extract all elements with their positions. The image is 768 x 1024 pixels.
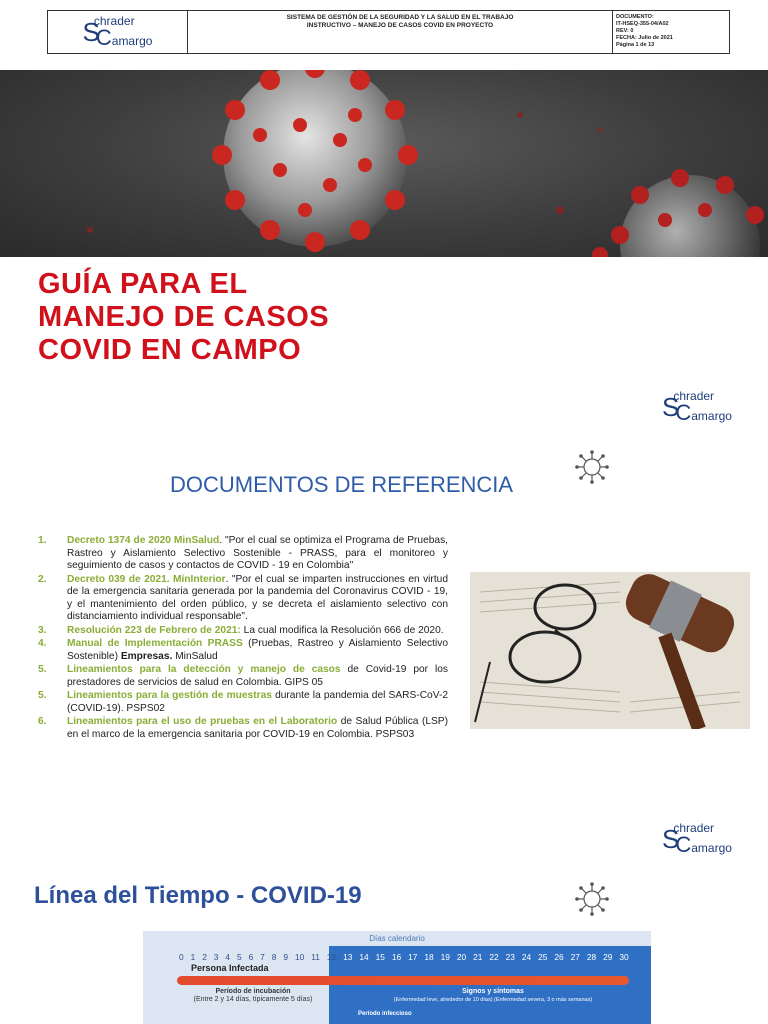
timeline-day: 19 <box>440 952 450 962</box>
logo-word-1: chrader <box>93 14 135 28</box>
logo-word-2: amargo <box>691 409 732 423</box>
timeline-day: 3 <box>213 952 219 962</box>
timeline-day: 30 <box>619 952 629 962</box>
main-title-line-3: COVID EN CAMPO <box>38 334 302 366</box>
reference-body: . "Por el cual se imparten instrucciones en virtud de la emergencia sanitaria generada por la pandemia del Coronavirus COVID - 19, y el mantenimiento del orden público, y se decreta el aislamiento selectivo con distanciamiento individual responsable". <box>67 573 448 622</box>
signs-block <box>373 988 613 1004</box>
reference-body: durante la pandemia del SARS-CoV-2 (COVID-19). PSPS02 <box>67 690 449 714</box>
logo-letter-c: C <box>675 832 692 857</box>
main-title-line-2: MANEJO DE CASOS <box>38 301 330 333</box>
timeline-day: 27 <box>570 952 580 962</box>
doc-rev: REV: 0 <box>616 28 634 34</box>
timeline-day: 7 <box>260 952 265 962</box>
reference-item <box>38 690 448 715</box>
timeline-header: Días calendario <box>369 934 425 943</box>
reference-text <box>67 690 448 715</box>
timeline-day: 15 <box>375 952 385 962</box>
logo-word-1: chrader <box>673 821 715 835</box>
reference-highlight: Lineamientos para la detección y manejo de casos <box>67 664 341 675</box>
reference-item <box>38 625 448 638</box>
reference-body: La cual modifica la Resolución 666 de 2020. <box>240 624 444 636</box>
logo-word-2: amargo <box>691 841 732 855</box>
reference-item <box>38 664 448 689</box>
references-list <box>38 535 448 742</box>
doc-date: FECHA: Julio de 2021 <box>616 35 673 41</box>
company-logo <box>83 15 153 49</box>
timeline-day: 5 <box>236 952 242 962</box>
reference-text <box>67 638 448 663</box>
main-title <box>38 268 329 367</box>
virus-icon <box>575 882 609 916</box>
timeline-day: 22 <box>489 952 499 962</box>
timeline-day: 26 <box>554 952 564 962</box>
coronavirus-banner-image <box>0 70 768 257</box>
reference-tail: MinSalud <box>172 650 218 662</box>
infection-bar <box>177 976 629 985</box>
logo-letter-c: C <box>675 400 692 425</box>
reference-number: 4. <box>38 638 47 649</box>
doc-code: IT-HSEQ-355-04/A02 <box>616 21 669 27</box>
gavel-illustration <box>470 572 750 729</box>
reference-highlight: Resolución 223 de Febrero de 2021: <box>67 624 241 636</box>
timeline-day: 6 <box>248 952 254 962</box>
header-title-line-1: SISTEMA DE GESTIÓN DE LA SEGURIDAD Y LA SALUD EN EL TRABAJO <box>286 14 514 21</box>
covid-timeline-graphic <box>143 931 651 1024</box>
reference-item <box>38 574 448 624</box>
timeline-day: 1 <box>190 952 196 962</box>
coronavirus-illustration <box>0 70 768 257</box>
reference-number: 2. <box>38 573 47 585</box>
timeline-day: 11 <box>311 952 320 962</box>
reference-number: 3. <box>38 624 47 636</box>
reference-bold: Empresas. <box>120 650 173 662</box>
reference-text <box>67 535 448 573</box>
timeline-days <box>179 952 629 962</box>
reference-body: . "Por el cual se optimiza el Programa de Pruebas, Rastreo y Aislamiento Selectivo Sostenible - PRASS, para el monitoreo y seguimiento de casos y contactos de COVID - 19 en Colombia" <box>67 535 449 571</box>
reference-highlight: Lineamientos para el uso de pruebas en el Laboratorio <box>67 716 338 727</box>
reference-item <box>38 638 448 663</box>
incubation-title: Período de incubación <box>215 988 291 995</box>
timeline-day: 16 <box>391 952 402 962</box>
reference-highlight: Decreto 039 de 2021. MinInterior <box>67 573 226 585</box>
timeline-day: 0 <box>179 952 184 962</box>
timeline-day: 10 <box>294 952 305 962</box>
timeline-day: 9 <box>283 952 289 962</box>
signs-note: (Enfermedad leve, alrededor de 10 días) (Enfermedad severa, 3 o más semanas) <box>393 997 593 1003</box>
timeline-day: 14 <box>359 952 369 962</box>
company-logo-right <box>662 390 732 424</box>
document-header <box>47 10 730 54</box>
timeline-day: 18 <box>424 952 434 962</box>
doc-page: Página 1 de 13 <box>616 42 655 48</box>
timeline-day: 17 <box>408 952 418 962</box>
doc-label: DOCUMENTO: <box>616 14 654 20</box>
header-logo-cell <box>48 11 188 53</box>
timeline-day: 28 <box>586 952 597 962</box>
infected-label: Persona Infectada <box>191 963 269 973</box>
timeline-title: Línea del Tiempo - COVID-19 <box>34 882 362 909</box>
company-logo-right-2 <box>662 822 732 856</box>
reference-item <box>38 535 448 573</box>
logo-letter-s: S <box>82 17 100 47</box>
signs-title: Signos y síntomas <box>462 988 524 995</box>
timeline-day: 13 <box>343 952 353 962</box>
reference-text <box>67 625 448 638</box>
timeline-day: 25 <box>538 952 548 962</box>
reference-number: 5. <box>38 690 47 701</box>
timeline-day: 12 <box>326 952 337 962</box>
logo-letter-s: S <box>662 824 680 854</box>
timeline-day: 29 <box>603 952 613 962</box>
reference-text <box>67 716 448 741</box>
logo-letter-c: C <box>95 25 112 50</box>
reference-body: de Salud Pública (LSP) en el marco de la emergencia sanitaria por COVID-19 en Colombia. PSPS03 <box>67 716 448 740</box>
header-title-cell <box>188 11 613 53</box>
main-title-line-1: GUÍA PARA EL <box>38 268 248 300</box>
incubation-block <box>183 988 323 1004</box>
timeline-day: 2 <box>202 952 207 962</box>
logo-letter-s: S <box>662 392 680 422</box>
reference-highlight: Decreto 1374 de 2020 MinSalud <box>67 535 220 546</box>
incubation-note: (Entre 2 y 14 días, típicamente 5 días) <box>193 996 313 1003</box>
timeline-day: 8 <box>271 952 277 962</box>
reference-text <box>67 574 448 624</box>
infectious-label: Período infeccioso <box>358 1011 412 1017</box>
timeline-day: 24 <box>521 952 532 962</box>
timeline-day: 21 <box>473 952 483 962</box>
reference-highlight: Lineamientos para la gestión de muestras <box>67 690 272 701</box>
timeline-day: 4 <box>225 952 231 962</box>
reference-highlight: Manual de Implementación PRASS <box>67 638 243 649</box>
timeline-day: 20 <box>456 952 467 962</box>
reference-number: 1. <box>38 535 47 546</box>
header-meta-cell <box>613 11 729 53</box>
gavel-and-glasses-photo <box>470 572 750 729</box>
reference-number: 6. <box>38 716 47 727</box>
reference-item <box>38 716 448 741</box>
logo-word-1: chrader <box>673 389 715 403</box>
references-title: DOCUMENTOS DE REFERENCIA <box>170 472 514 497</box>
header-title-line-2: INSTRUCTIVO – MANEJO DE CASOS COVID EN PROYECTO <box>306 22 494 29</box>
logo-word-2: amargo <box>111 34 153 48</box>
virus-icon <box>575 450 609 484</box>
reference-text <box>67 664 448 689</box>
reference-number: 5. <box>38 664 47 675</box>
reference-body: (Pruebas, Rastreo y Aislamiento Selectivo Sostenible) <box>67 638 448 662</box>
reference-body: de Covid-19 por los prestadores de servicios de salud en Colombia. GIPS 05 <box>67 664 448 688</box>
timeline-day: 23 <box>505 952 515 962</box>
